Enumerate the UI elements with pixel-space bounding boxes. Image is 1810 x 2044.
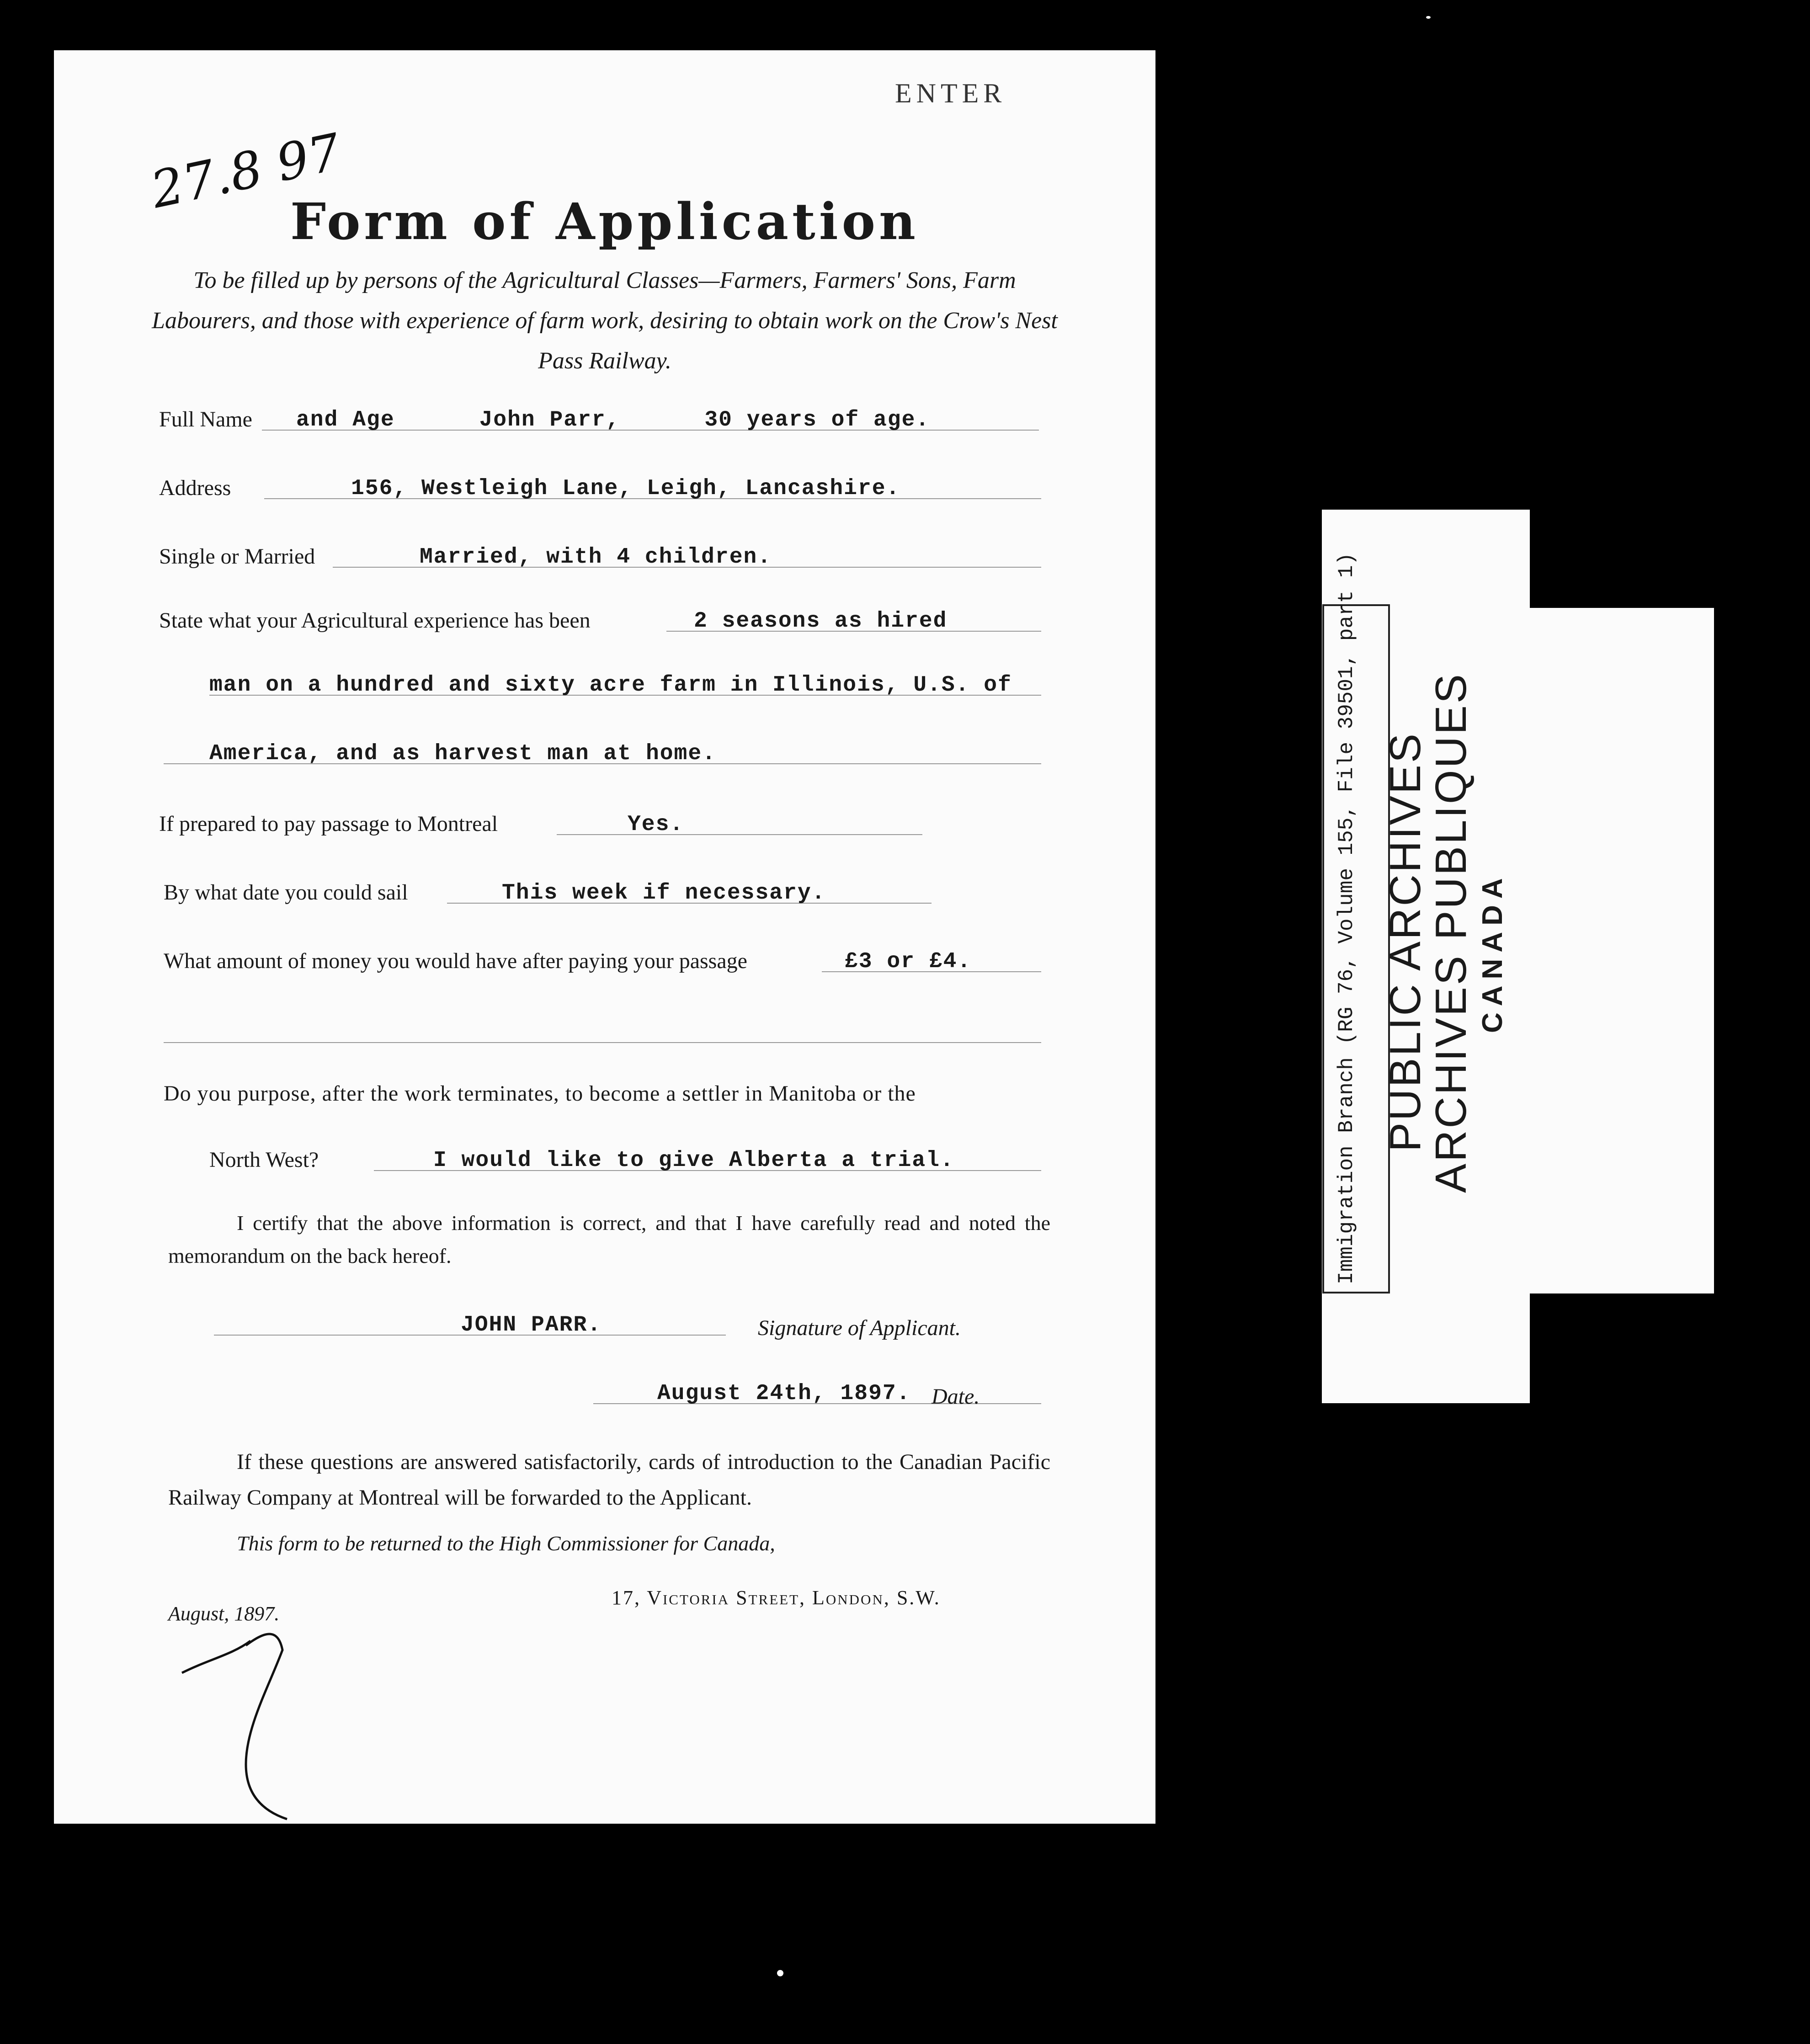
- passage-label: If prepared to pay passage to Montreal: [159, 812, 498, 836]
- experience-value-2: man on a hundred and sixty acre farm in Illinois, U.S. of: [209, 673, 1012, 697]
- application-form-page: [54, 50, 1155, 1824]
- address-label: Address: [159, 476, 231, 500]
- experience-label: State what your Agricultural experience has been: [159, 608, 591, 633]
- certify-text: I certify that the above information is correct, and that I have carefully read and noted the memorandum on the back hereof.: [168, 1211, 1050, 1267]
- archive-canada-line: CANADA: [1477, 872, 1508, 1033]
- money-value: £3 or £4.: [845, 949, 972, 974]
- handwritten-date-number: 27.8 97: [146, 122, 346, 220]
- footer-address: 17, Victoria Street, London, S.W.: [612, 1586, 941, 1609]
- pencil-mark: [177, 1613, 296, 1833]
- form-subtitle: To be filled up by persons of the Agricultural Classes—Farmers, Farmers' Sons, Farm Labourers, and those with experience of farm work, desiring to obtain work on the Crow's Nest Pass Railway.: [152, 267, 1058, 374]
- money-label: What amount of money you would have after paying your passage: [164, 949, 747, 973]
- address-value: 156, Westleigh Lane, Leigh, Lancashire.: [351, 476, 900, 501]
- issue-date: August, 1897.: [168, 1602, 280, 1625]
- settler-label-2: North West?: [209, 1148, 319, 1172]
- date-label: Date.: [932, 1384, 980, 1409]
- passage-rule: [557, 834, 922, 835]
- archive-branch-reference: Immigration Branch (RG 76, Volume 155, File 39501, part 1): [1335, 552, 1358, 1284]
- settler-value: I would like to give Alberta a trial.: [433, 1148, 954, 1173]
- money-rule-extra: [164, 1042, 1041, 1043]
- passage-value: Yes.: [628, 812, 684, 837]
- date-value: August 24th, 1897.: [657, 1381, 911, 1406]
- received-stamp: ENTER: [895, 78, 1006, 108]
- marital-value: Married, with 4 children.: [420, 545, 772, 570]
- name-label: Full Name: [159, 407, 252, 431]
- experience-value-1: 2 seasons as hired: [694, 609, 948, 633]
- archive-public-line: PUBLIC ARCHIVES: [1381, 732, 1430, 1152]
- archive-label-card-extension: [1522, 608, 1714, 1293]
- signature-label: Signature of Applicant.: [758, 1316, 961, 1340]
- name-value: and Age John Parr, 30 years of age.: [296, 408, 930, 432]
- return-text: This form to be returned to the High Commissioner for Canada,: [237, 1532, 775, 1555]
- form-title: Form of Application: [290, 192, 920, 251]
- marital-label: Single or Married: [159, 544, 315, 569]
- dust-speck: [777, 1970, 783, 1976]
- sail-value: This week if necessary.: [502, 881, 826, 905]
- signature-value: JOHN PARR.: [461, 1313, 602, 1337]
- sail-label: By what date you could sail: [164, 880, 408, 905]
- experience-value-3: America, and as harvest man at home.: [209, 741, 716, 766]
- settler-label-1: Do you purpose, after the work terminates, to become a settler in Manitoba or the: [164, 1081, 916, 1106]
- dust-speck: [1426, 16, 1431, 19]
- notice-text: If these questions are answered satisfactorily, cards of introduction to the Canadian Pacific Railway Company at Montreal will be forwarded to the Applicant.: [168, 1450, 1050, 1510]
- archive-publiques-line: ARCHIVES PUBLIQUES: [1427, 672, 1475, 1193]
